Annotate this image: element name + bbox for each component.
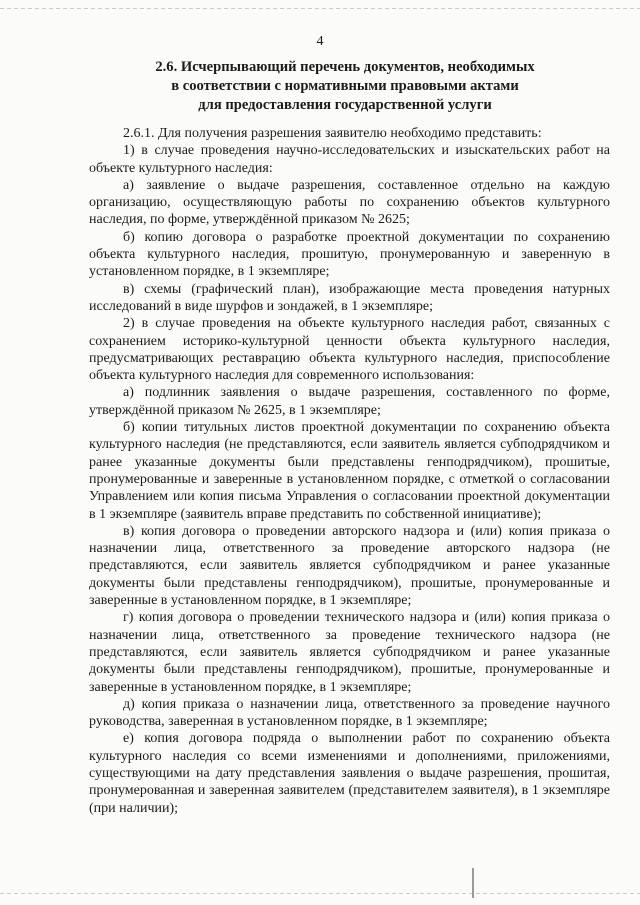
paragraph-item-1-b: б) копию договора о разработке проектной документации по сохранению объекта культурного наследия, прошитую, пронумерованную и заверенную в установленном порядке, в 1 экземпляре; — [89, 229, 610, 280]
paragraph-item-2: 2) в случае проведения на объекте культурного наследия работ, связанных с сохранением историко-культурной ценности объекта культурного наследия, предусматривающих реставрацию объекта культурного наследия, приспособление объекта культурного наследия для современного использования: — [89, 316, 610, 384]
paragraph-item-2-g: г) копия договора о проведении технического надзора и (или) копия приказа о назначении лица, ответственного за проведение технического надзора (не представляются, если заявитель является субподрядчиком и ранее указанные документы были представлены генподрядчиком), прошитые, пронумерованные и заверенные в установленном порядке, в 1 экземпляре; — [89, 610, 610, 695]
section-heading — [110, 58, 580, 115]
paragraph-item-2-e: е) копия договора подряда о выполнении работ по сохранению объекта культурного наследия со всеми изменениями и дополнениями, приложениями, существующими на дату представления заявления о выдаче разрешения, прошитая, пронумерованная и заверенная заявителем (представителем заявителя), в 1 экземпляре (при наличии); — [89, 731, 610, 816]
paragraph-item-1-a: а) заявление о выдаче разрешения, составленное отдельно на каждую организацию, осуществляющую работы по сохранению объектов культурного наследия, по форме, утверждённой приказом № 2625; — [89, 177, 610, 228]
scan-edge-bottom — [0, 893, 640, 894]
paragraph-item-2-a: а) подлинник заявления о выдаче разрешения, составленного по форме, утверждённой приказом № 2625, в 1 экземпляре; — [89, 385, 610, 418]
heading-line-1: 2.6. Исчерпывающий перечень документов, необходимых — [155, 59, 535, 75]
heading-line-3: для предоставления государственной услуги — [198, 97, 492, 113]
paragraph-2-6-1: 2.6.1. Для получения разрешения заявителю необходимо представить: — [123, 126, 542, 141]
scan-artifact-mark — [472, 868, 474, 898]
paragraph-item-1-v: в) схемы (графический план), изображающие места проведения натурных исследований в виде шурфов и зондажей, в 1 экземпляре; — [89, 281, 610, 314]
paragraph-item-1: 1) в случае проведения научно-исследовательских и изыскательских работ на объекте культурного наследия: — [89, 143, 610, 176]
paragraph-item-2-b: б) копии титульных листов проектной документации по сохранению объекта культурного наследия (не представляются, если заявитель является субподрядчиком и ранее указанные документы были представлены генподрядчиком), прошитые, пронумерованные и заверенные в установленном порядке, с отметкой о согласовании Управлением или копия письма Управления о согласовании проектной документации в 1 экземпляре (заявитель вправе представить по собственной инициативе); — [89, 420, 610, 522]
paragraph-item-2-v: в) копия договора о проведении авторского надзора и (или) копия приказа о назначении лица, ответственного за проведение авторского надзора (не представляются, если заявитель является субподрядчиком и ранее указанные документы были представлены генподрядчиком), прошитые, пронумерованные и заверенные в установленном порядке, в 1 экземпляре; — [89, 523, 610, 609]
scan-edge-top — [0, 8, 640, 9]
document-body — [89, 125, 610, 817]
heading-line-2: в соответствии с нормативными правовыми актами — [171, 78, 519, 94]
paragraph-item-2-d: д) копия приказа о назначении лица, ответственного за проведение научного руководства, заверенная в установленном порядке, в 1 экземпляре; — [89, 696, 610, 730]
page-number: 4 — [316, 34, 324, 49]
